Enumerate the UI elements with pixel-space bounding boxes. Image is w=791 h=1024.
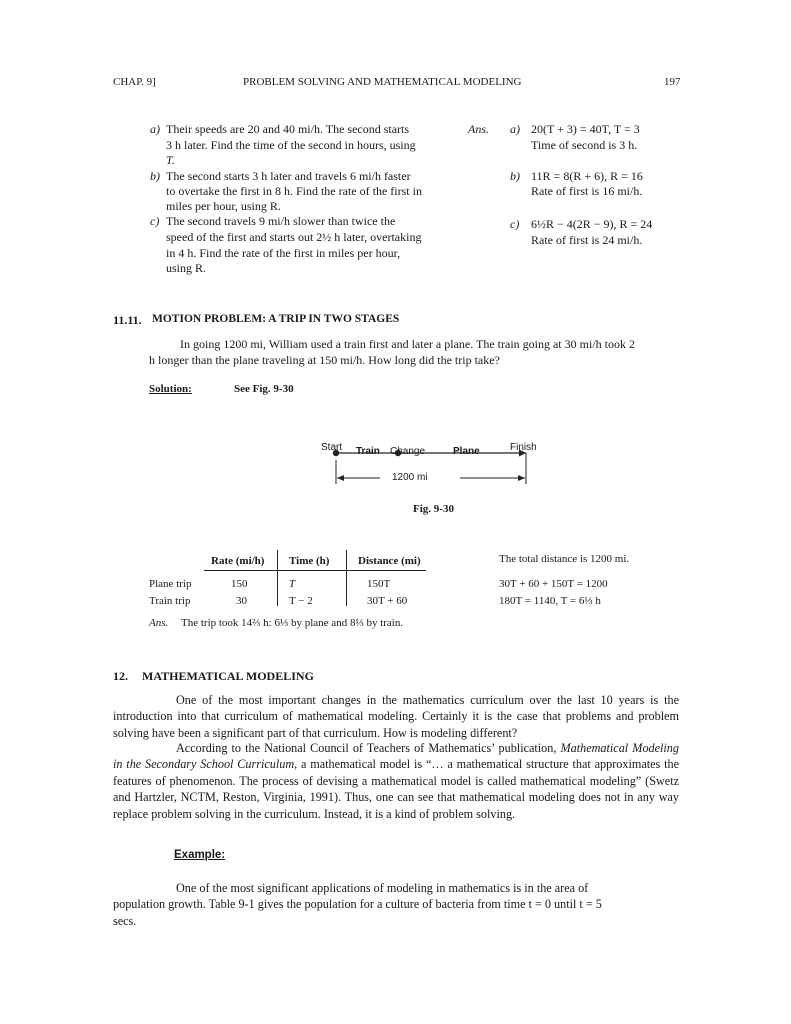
example-label: Example: bbox=[174, 849, 226, 861]
modeling-paragraph-2-after: , a mathematical model is “… a mathematical structure that approximates the features of phenomenon. The process of devising a mathematical model is called mathematical modeling” (Swetz and Hartzler, NCTM, Reston, Virginia, 1991). Thus, one can see that mathematical modeling does not in any way replace problem solving in the curriculum. Instead, it is a kind of problem solving. bbox=[113, 757, 680, 821]
ans-label: Ans. bbox=[468, 122, 489, 136]
row-plane-distance: 150T bbox=[367, 578, 391, 590]
exercise-c-question-line-2: speed of the first and starts out 2½ h later, overtaking bbox=[166, 230, 422, 244]
work-line-1: The total distance is 1200 mi. bbox=[499, 553, 630, 565]
solution-label: Solution: bbox=[149, 383, 192, 395]
figure-train-label: Train bbox=[356, 446, 380, 457]
work-line-3: 180T = 1140, T = 6⅓ h bbox=[499, 595, 601, 607]
row-train-distance: 30T + 60 bbox=[367, 595, 408, 607]
figure-finish-label: Finish bbox=[510, 442, 537, 453]
answer-c-text: Rate of first is 24 mi/h. bbox=[531, 233, 643, 247]
answer-b-text: Rate of first is 16 mi/h. bbox=[531, 184, 643, 198]
final-answer-label: Ans. bbox=[149, 617, 169, 629]
publication-title: Mathematical Modeling in the Secondary School Curriculum bbox=[113, 741, 679, 772]
table-col-rule-2 bbox=[346, 550, 347, 606]
row-train-time: T − 2 bbox=[289, 595, 313, 607]
problem-statement-line-1: In going 1200 mi, William used a train first and later a plane. The train going at 30 mi/h took 2 bbox=[180, 337, 635, 351]
example-paragraph bbox=[113, 880, 625, 929]
row-train-rate: 30 bbox=[236, 595, 247, 607]
answer-a-letter: a) bbox=[510, 122, 520, 136]
table-header-rule bbox=[204, 570, 426, 571]
exercise-a-letter: a) bbox=[150, 122, 160, 136]
exercise-c-letter: c) bbox=[150, 214, 160, 228]
problem-title: MOTION PROBLEM: A TRIP IN TWO STAGES bbox=[152, 313, 400, 325]
modeling-paragraph-1-text: One of the most important changes in the mathematics curriculum over the last 10 years is the introduction into that curriculum of mathematical modeling. Certainly it is the case that problems and problem solving have been a significant part of that curriculum. How is modeling different? bbox=[113, 693, 679, 740]
answer-c-letter: c) bbox=[510, 217, 520, 231]
figure-distance-label: 1200 mi bbox=[392, 472, 428, 483]
exercise-b-question-line-3: miles per hour, using R. bbox=[166, 199, 281, 213]
exercise-a-question-line-3: T. bbox=[166, 153, 175, 167]
exercise-c-question-line-3: in 4 h. Find the rate of the first in miles per hour, bbox=[166, 246, 401, 260]
table-header-rate: Rate (mi/h) bbox=[211, 555, 265, 567]
exercise-c-question-line-1: The second travels 9 mi/h slower than twice the bbox=[166, 214, 396, 228]
answer-c-equation: 6½R − 4(2R − 9), R = 24 bbox=[531, 217, 653, 231]
running-title: PROBLEM SOLVING AND MATHEMATICAL MODELING bbox=[243, 76, 522, 88]
distance-arrow-right bbox=[518, 475, 525, 481]
exercise-a-question-line-2: 3 h later. Find the time of the second in hours, using bbox=[166, 138, 416, 152]
page-number: 197 bbox=[664, 76, 681, 88]
distance-arrow-left bbox=[337, 475, 344, 481]
table-col-rule-1 bbox=[277, 550, 278, 606]
solution-reference: See Fig. 9-30 bbox=[234, 383, 294, 395]
answer-b-letter: b) bbox=[510, 169, 520, 183]
section-number: 12. bbox=[113, 669, 128, 683]
figure-change-label: Change bbox=[390, 446, 426, 457]
exercise-b-question-line-2: to overtake the first in 8 h. Find the rate of the first in bbox=[166, 184, 422, 198]
figure-start-label: Start bbox=[321, 442, 343, 453]
answer-b-equation: 11R = 8(R + 6), R = 16 bbox=[531, 169, 643, 183]
figure-caption: Fig. 9-30 bbox=[413, 503, 454, 515]
modeling-paragraph-1 bbox=[113, 692, 679, 741]
exercise-b-letter: b) bbox=[150, 169, 160, 183]
answer-a-text: Time of second is 3 h. bbox=[531, 138, 638, 152]
row-plane-time: T bbox=[289, 578, 296, 590]
problem-number: 11.11. bbox=[113, 313, 142, 327]
section-title: MATHEMATICAL MODELING bbox=[142, 669, 314, 683]
modeling-paragraph-2-before: According to the National Council of Teachers of Mathematics’ publication, bbox=[176, 741, 561, 755]
final-answer-text: The trip took 14⅔ h: 6⅓ by plane and 8⅓ by train. bbox=[181, 617, 404, 629]
modeling-paragraph-2 bbox=[113, 740, 679, 822]
problem-statement-line-2: h longer than the plane traveling at 150 mi/h. How long did the trip take? bbox=[149, 353, 500, 367]
answer-a-equation: 20(T + 3) = 40T, T = 3 bbox=[531, 122, 640, 136]
exercise-c-question-line-4: using R. bbox=[166, 261, 207, 275]
table-header-distance: Distance (mi) bbox=[358, 555, 421, 567]
row-plane-label: Plane trip bbox=[149, 578, 192, 590]
example-paragraph-text: One of the most significant applications of modeling in mathematics is in the area of population growth. Table 9-1 gives the population for a culture of bacteria from time t = 0 until t = 5 secs. bbox=[113, 881, 602, 928]
chapter-label: CHAP. 9] bbox=[113, 76, 156, 88]
work-line-2: 30T + 60 + 150T = 1200 bbox=[499, 578, 608, 590]
row-plane-rate: 150 bbox=[231, 578, 248, 590]
table-header-time: Time (h) bbox=[289, 555, 330, 567]
exercise-a-question-line-1: Their speeds are 20 and 40 mi/h. The second starts bbox=[166, 122, 410, 136]
exercise-b-question-line-1: The second starts 3 h later and travels 6 mi/h faster bbox=[166, 169, 411, 183]
figure-plane-label: Plane bbox=[453, 446, 480, 457]
row-train-label: Train trip bbox=[149, 595, 191, 607]
